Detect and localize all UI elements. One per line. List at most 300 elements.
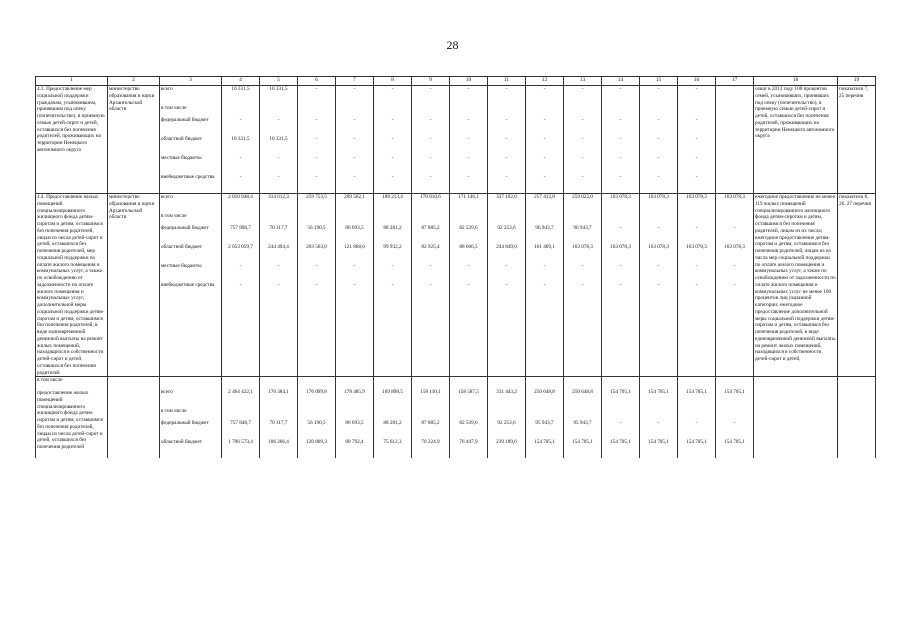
value-cell bbox=[450, 194, 488, 377]
value-cell bbox=[260, 86, 298, 194]
value: - bbox=[657, 420, 660, 427]
executor-empty bbox=[108, 377, 160, 459]
value: 88 606,5 bbox=[459, 244, 478, 250]
value: - bbox=[695, 174, 698, 180]
value: - bbox=[391, 174, 394, 180]
value: - bbox=[239, 174, 242, 180]
value: - bbox=[505, 136, 508, 142]
value: 239 189,6 bbox=[496, 439, 517, 446]
value: - bbox=[619, 136, 622, 142]
value: 158 110,1 bbox=[420, 389, 441, 396]
header-row bbox=[36, 77, 876, 86]
funding-sources bbox=[160, 194, 222, 377]
value-cell bbox=[526, 377, 564, 459]
value: - bbox=[619, 117, 622, 123]
value: - bbox=[505, 155, 508, 161]
result-cont bbox=[754, 377, 838, 459]
value-cell bbox=[374, 86, 412, 194]
value bbox=[375, 408, 410, 420]
value: - bbox=[581, 117, 584, 123]
value: 86 693,5 bbox=[345, 420, 364, 427]
value: - bbox=[695, 117, 698, 123]
value bbox=[489, 213, 524, 225]
value: - bbox=[429, 263, 432, 269]
value: - bbox=[543, 86, 546, 92]
header-cell: 11 bbox=[488, 77, 526, 86]
value: - bbox=[695, 282, 698, 288]
funding-sources bbox=[160, 86, 222, 194]
value bbox=[641, 213, 676, 225]
value: - bbox=[467, 86, 470, 92]
value bbox=[565, 213, 600, 225]
subrow-text: предоставление жилых помещений специализированного жилищного фонда детям-сиротам и детям, оставшимся без попечения родителей, лицам из числа детей-сирот и детей, оставшихся без попечения родителей bbox=[37, 390, 103, 450]
value: - bbox=[543, 136, 546, 142]
value: - bbox=[467, 174, 470, 180]
value bbox=[413, 408, 448, 420]
value: 56 190,5 bbox=[307, 225, 326, 231]
value: 154 705,1 bbox=[724, 439, 745, 446]
value: 89 792,4 bbox=[345, 439, 364, 446]
value bbox=[565, 105, 600, 117]
funding-source: федеральный бюджет bbox=[161, 117, 209, 123]
value: - bbox=[429, 86, 432, 92]
funding-sources bbox=[160, 377, 222, 459]
value: - bbox=[391, 86, 394, 92]
header-cell: 15 bbox=[640, 77, 678, 86]
value: 757 848,7 bbox=[230, 420, 251, 427]
value: 2 053 059,7 bbox=[228, 244, 253, 250]
value: 10 331,5 bbox=[231, 86, 250, 92]
value: 163 078,3 bbox=[572, 244, 593, 250]
value: 259 753,5 bbox=[306, 194, 327, 200]
executor: министерство образования и науки Архангельской области bbox=[108, 86, 160, 194]
value: 82 539,6 bbox=[459, 420, 478, 427]
value: 163 078,3 bbox=[648, 194, 669, 200]
value: 337 102,6 bbox=[496, 194, 517, 200]
value: - bbox=[239, 155, 242, 161]
indicators-empty bbox=[838, 377, 876, 459]
value: - bbox=[543, 263, 546, 269]
value bbox=[451, 408, 486, 420]
value-cell bbox=[526, 86, 564, 194]
value bbox=[717, 213, 752, 225]
value: 154 705,1 bbox=[610, 439, 631, 446]
value bbox=[451, 213, 486, 225]
value: - bbox=[505, 174, 508, 180]
funding-source: федеральный бюджет bbox=[161, 420, 209, 427]
funding-source: всего bbox=[161, 86, 173, 92]
value: 154 705,1 bbox=[648, 439, 669, 446]
value: 158 587,5 bbox=[458, 389, 479, 396]
value: - bbox=[695, 420, 698, 427]
value: - bbox=[505, 86, 508, 92]
value: - bbox=[505, 282, 508, 288]
value-cell bbox=[412, 377, 450, 459]
value bbox=[413, 105, 448, 117]
value: 757 898,7 bbox=[230, 225, 251, 231]
value: - bbox=[581, 263, 584, 269]
value: - bbox=[315, 282, 318, 288]
funding-source: областной бюджет bbox=[161, 439, 202, 446]
value bbox=[299, 408, 334, 420]
value: - bbox=[429, 282, 432, 288]
expected-result: ежегодное предоставление не менее 119 жилых помещений специализированного жилищного фонда детям-сиротам и детям, оставшимся без попечения родителей, лицам из их числа; ежегодное предоставление детям-сиротам и детям, оставшимся без попечения родителей, лицам из их числа мер социальной поддержки по оплате жилого помещения и коммунальных услуг, а также по освобождению от задолженности по оплате жилого помещения и коммунальных услуг не менее 100 процентов лиц указанной категории; ежегодное предоставление дополнительной меры социальной поддержки детям-сиротам и детям, оставшимся без попечения родителей, в виде единовременной денежной выплаты на ремонт жилых помещений, находящихся в собственности детей-сирот и детей, bbox=[754, 194, 838, 377]
value: 120 809,3 bbox=[306, 439, 327, 446]
value-cell bbox=[222, 86, 260, 194]
value: 203 563,0 bbox=[306, 244, 327, 250]
funding-source: всего bbox=[161, 194, 173, 200]
value: - bbox=[239, 282, 242, 288]
value-cell bbox=[222, 194, 260, 377]
value: - bbox=[657, 155, 660, 161]
value bbox=[337, 213, 372, 225]
value: - bbox=[353, 174, 356, 180]
value bbox=[679, 105, 714, 117]
table-row bbox=[36, 86, 876, 194]
value: 250 648,8 bbox=[534, 389, 555, 396]
value: - bbox=[543, 155, 546, 161]
funding-source: внебюджетные средства bbox=[161, 174, 215, 180]
value: - bbox=[657, 263, 660, 269]
program-table bbox=[35, 76, 876, 458]
value: 154 705,1 bbox=[686, 439, 707, 446]
funding-source: всего bbox=[161, 389, 173, 396]
value: - bbox=[543, 117, 546, 123]
in-that-number: в том числе bbox=[37, 377, 63, 384]
value: 161 469,1 bbox=[534, 244, 555, 250]
value: - bbox=[581, 282, 584, 288]
value: - bbox=[315, 86, 318, 92]
value: 257 412,8 bbox=[534, 194, 555, 200]
value: - bbox=[505, 117, 508, 123]
value: - bbox=[733, 263, 736, 269]
value: - bbox=[581, 136, 584, 142]
header-cell: 12 bbox=[526, 77, 564, 86]
value bbox=[413, 213, 448, 225]
funding-source: местные бюджеты bbox=[161, 155, 202, 161]
value: - bbox=[619, 263, 622, 269]
value: 82 925,4 bbox=[421, 244, 440, 250]
header-cell: 1 bbox=[36, 77, 108, 86]
value: 95 943,7 bbox=[535, 420, 554, 427]
value-cell bbox=[716, 194, 754, 377]
value bbox=[489, 105, 524, 117]
table-row bbox=[36, 194, 876, 377]
value: 163 078,3 bbox=[686, 244, 707, 250]
value: - bbox=[391, 282, 394, 288]
value bbox=[337, 105, 372, 117]
value-cell bbox=[602, 377, 640, 459]
value: - bbox=[315, 263, 318, 269]
value-cell bbox=[488, 194, 526, 377]
value: - bbox=[619, 282, 622, 288]
value: - bbox=[315, 117, 318, 123]
value-cell bbox=[602, 86, 640, 194]
funding-source: в том числе bbox=[161, 105, 187, 111]
value: - bbox=[543, 282, 546, 288]
funding-source: в том числе bbox=[161, 408, 187, 415]
value bbox=[223, 213, 258, 225]
value: - bbox=[467, 117, 470, 123]
value: - bbox=[467, 263, 470, 269]
value: 169 898,5 bbox=[382, 389, 403, 396]
value bbox=[679, 408, 714, 420]
value: - bbox=[239, 263, 242, 269]
value: - bbox=[695, 263, 698, 269]
value: - bbox=[277, 155, 280, 161]
value: - bbox=[353, 263, 356, 269]
value: 171 146,1 bbox=[458, 194, 479, 200]
value-cell bbox=[374, 194, 412, 377]
value: 96 943,7 bbox=[573, 225, 592, 231]
value bbox=[223, 105, 258, 117]
value: 154 705,1 bbox=[534, 439, 555, 446]
value-cell bbox=[640, 377, 678, 459]
funding-source: внебюджетные средства bbox=[161, 282, 215, 288]
value: - bbox=[353, 136, 356, 142]
value-cell bbox=[298, 377, 336, 459]
value: 331 443,2 bbox=[496, 389, 517, 396]
value: 154 705,1 bbox=[648, 389, 669, 396]
value: 154 705,1 bbox=[610, 389, 631, 396]
value-cell bbox=[678, 194, 716, 377]
value bbox=[261, 213, 296, 225]
indicators: показатели 8, 26, 27 перечня bbox=[838, 194, 876, 377]
header-cell: 10 bbox=[450, 77, 488, 86]
value: - bbox=[733, 420, 736, 427]
value-cell bbox=[602, 194, 640, 377]
value-cell bbox=[564, 86, 602, 194]
value bbox=[565, 408, 600, 420]
value: - bbox=[733, 282, 736, 288]
value bbox=[375, 213, 410, 225]
value: - bbox=[619, 174, 622, 180]
value: - bbox=[695, 155, 698, 161]
value: 121 868,6 bbox=[344, 244, 365, 250]
value: - bbox=[467, 136, 470, 142]
value bbox=[337, 408, 372, 420]
value: 244 494,4 bbox=[268, 244, 289, 250]
value bbox=[527, 408, 562, 420]
funding-source: областной бюджет bbox=[161, 244, 202, 250]
value: 163 078,3 bbox=[724, 194, 745, 200]
value: - bbox=[315, 136, 318, 142]
value: 188 213,4 bbox=[382, 194, 403, 200]
value-cell bbox=[564, 194, 602, 377]
value-cell bbox=[412, 86, 450, 194]
value: 244 849,0 bbox=[496, 244, 517, 250]
value: - bbox=[353, 86, 356, 92]
value: - bbox=[315, 155, 318, 161]
page-number: 28 bbox=[446, 38, 459, 52]
value-cell bbox=[336, 377, 374, 459]
measure-name: 4.4. Предоставление жилых помещений специализированного жилищного фонда детям-сиротам и детям, оставшимся без попечения родителей, лицам из числа детей-сирот и детей, оставшихся без попечения родителей, мер социальной поддержки по оплате жилого помещения и коммунальных услуг, а также по освобождению от задолженности по оплате жилого помещения и коммунальных услуг, дополнительной меры социальной поддержки детям-сиротам и детям, оставшимся без попечения родителей, в виде единовременной денежной выплаты на ремонт жилых помещений, находящихся в собственности детей-сирот и детей, оставшихся без попечения родителей bbox=[36, 194, 108, 377]
value: - bbox=[391, 263, 394, 269]
measure-name: 4.3. Предоставление мер социальной поддержки гражданам, усыновившим, принявшим под опеку (попечительство), в приемную семью детей-сирот и детей, оставшихся без попечения родителей, проживающих на территории Ненецкого автономного округа bbox=[36, 86, 108, 194]
value bbox=[679, 213, 714, 225]
table-row bbox=[36, 377, 876, 459]
header-cell: 18 bbox=[754, 77, 838, 86]
value: - bbox=[277, 263, 280, 269]
header-cell: 3 bbox=[160, 77, 222, 86]
value: 95 943,7 bbox=[573, 420, 592, 427]
value: 10 331,5 bbox=[231, 136, 250, 142]
value: 154 705,1 bbox=[572, 439, 593, 446]
header-cell: 9 bbox=[412, 77, 450, 86]
value: 10 331,5 bbox=[269, 136, 288, 142]
expected-result: охват в 2013 году 100 процентов семей, усыновивших, принявших под опеку (попечительство), в приемную семью детей-сирот и детей, оставшихся без попечения родителей, проживающих на территории Ненецкого автономного округа bbox=[754, 86, 838, 194]
subrow-name bbox=[36, 377, 108, 459]
indicators: показатели 7, 25 перечня bbox=[838, 86, 876, 194]
header-cell: 7 bbox=[336, 77, 374, 86]
value bbox=[299, 213, 334, 225]
value: - bbox=[657, 282, 660, 288]
value bbox=[641, 105, 676, 117]
value: - bbox=[619, 225, 622, 231]
value: - bbox=[391, 136, 394, 142]
value-cell bbox=[640, 194, 678, 377]
value-cell bbox=[336, 86, 374, 194]
value-cell bbox=[526, 194, 564, 377]
value: 76 447,9 bbox=[459, 439, 478, 446]
value bbox=[603, 408, 638, 420]
value: - bbox=[353, 155, 356, 161]
value: 163 078,3 bbox=[610, 244, 631, 250]
value: - bbox=[695, 225, 698, 231]
value: - bbox=[581, 86, 584, 92]
funding-source: федеральный бюджет bbox=[161, 225, 209, 231]
value-cell bbox=[298, 86, 336, 194]
value: - bbox=[277, 282, 280, 288]
value-cell bbox=[222, 377, 260, 459]
value bbox=[489, 408, 524, 420]
value: 70 117,7 bbox=[269, 420, 288, 427]
value: - bbox=[657, 225, 660, 231]
value: 86 693,5 bbox=[345, 225, 364, 231]
value: - bbox=[543, 174, 546, 180]
value: - bbox=[695, 86, 698, 92]
header-cell: 14 bbox=[602, 77, 640, 86]
value: 88 281,2 bbox=[383, 225, 402, 231]
value: 154 705,1 bbox=[686, 389, 707, 396]
executor: министерство образования и науки Архангельской области bbox=[108, 194, 160, 377]
header-cell: 16 bbox=[678, 77, 716, 86]
value: - bbox=[239, 117, 242, 123]
value: 92 253,6 bbox=[497, 225, 516, 231]
value: - bbox=[467, 155, 470, 161]
value: 75 612,3 bbox=[383, 439, 402, 446]
value: - bbox=[315, 174, 318, 180]
value bbox=[261, 408, 296, 420]
value: 106 266,4 bbox=[268, 439, 289, 446]
value bbox=[261, 105, 296, 117]
value: - bbox=[619, 155, 622, 161]
value: 2 810 948,4 bbox=[228, 194, 253, 200]
value: 96 943,7 bbox=[535, 225, 554, 231]
value-cell bbox=[260, 194, 298, 377]
value: - bbox=[277, 174, 280, 180]
header-cell: 2 bbox=[108, 77, 160, 86]
value: 2 464 422,1 bbox=[228, 389, 253, 396]
value: - bbox=[619, 420, 622, 427]
value-cell bbox=[450, 377, 488, 459]
value bbox=[527, 213, 562, 225]
value: - bbox=[429, 155, 432, 161]
value bbox=[717, 408, 752, 420]
value bbox=[641, 408, 676, 420]
header-cell: 8 bbox=[374, 77, 412, 86]
value-cell bbox=[716, 377, 754, 459]
value: 163 078,3 bbox=[648, 244, 669, 250]
value: - bbox=[353, 117, 356, 123]
value: 87 885,2 bbox=[421, 420, 440, 427]
value: - bbox=[391, 155, 394, 161]
value bbox=[603, 213, 638, 225]
funding-source: в том числе bbox=[161, 213, 187, 219]
value: 56 190,5 bbox=[307, 420, 326, 427]
value: 163 078,3 bbox=[724, 244, 745, 250]
value: - bbox=[657, 117, 660, 123]
value: 259 022,0 bbox=[572, 194, 593, 200]
value-cell bbox=[678, 377, 716, 459]
value-cell bbox=[374, 377, 412, 459]
value: 87 885,2 bbox=[421, 225, 440, 231]
value: 154 705,1 bbox=[724, 389, 745, 396]
value: 178 485,9 bbox=[344, 389, 365, 396]
value bbox=[527, 105, 562, 117]
value-cell bbox=[678, 86, 716, 194]
value: - bbox=[277, 117, 280, 123]
value: - bbox=[467, 282, 470, 288]
value-cell bbox=[716, 86, 754, 194]
value: 70 117,7 bbox=[269, 225, 288, 231]
value bbox=[603, 105, 638, 117]
value: 176 384,1 bbox=[268, 389, 289, 396]
value: - bbox=[505, 263, 508, 269]
value-cell bbox=[488, 86, 526, 194]
value: 250 648,8 bbox=[572, 389, 593, 396]
funding-source: областной бюджет bbox=[161, 136, 202, 142]
value-cell bbox=[336, 194, 374, 377]
value-cell bbox=[564, 377, 602, 459]
header-cell: 5 bbox=[260, 77, 298, 86]
value: - bbox=[391, 117, 394, 123]
value: - bbox=[657, 174, 660, 180]
value: 82 539,6 bbox=[459, 225, 478, 231]
value: - bbox=[619, 86, 622, 92]
value bbox=[299, 105, 334, 117]
value-cell bbox=[260, 377, 298, 459]
value: - bbox=[695, 136, 698, 142]
value: 10 331,5 bbox=[269, 86, 288, 92]
header-cell: 6 bbox=[298, 77, 336, 86]
value: - bbox=[657, 136, 660, 142]
value: 209 562,1 bbox=[344, 194, 365, 200]
header-cell: 13 bbox=[564, 77, 602, 86]
header-cell: 19 bbox=[838, 77, 876, 86]
value: 314 612,3 bbox=[268, 194, 289, 200]
value bbox=[451, 105, 486, 117]
value-cell bbox=[640, 86, 678, 194]
value: - bbox=[429, 174, 432, 180]
value: 88 281,2 bbox=[383, 420, 402, 427]
value: 92 253,6 bbox=[497, 420, 516, 427]
value: 163 078,3 bbox=[610, 194, 631, 200]
value: 1 706 573,4 bbox=[228, 439, 253, 446]
value-cell bbox=[450, 86, 488, 194]
value: - bbox=[733, 225, 736, 231]
header-cell: 4 bbox=[222, 77, 260, 86]
